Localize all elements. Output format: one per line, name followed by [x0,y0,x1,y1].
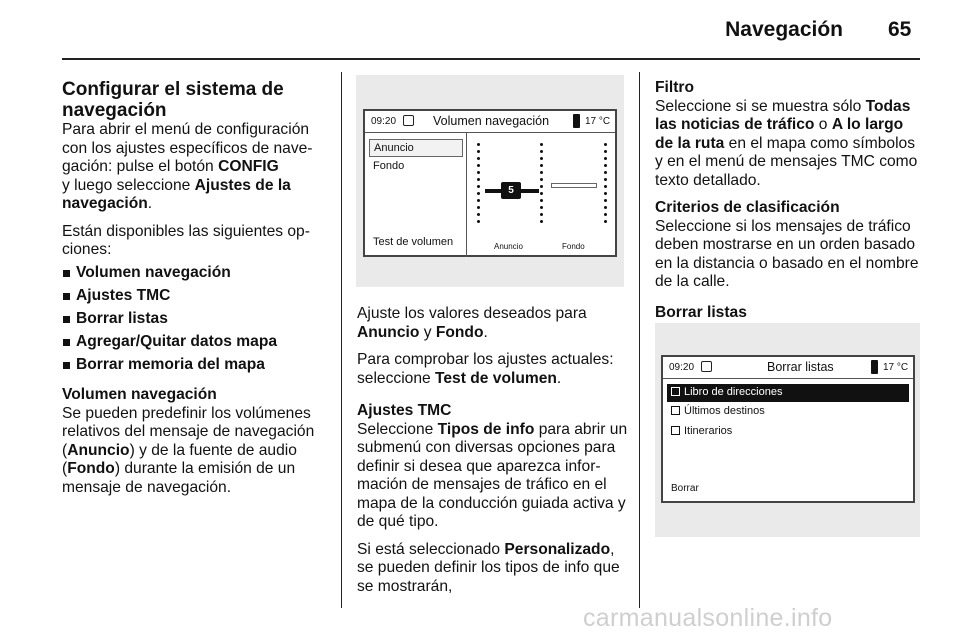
criterios-paragraph: Seleccione si los mensajes de tráfico deben mostrarse en un orden basado en la distancia o basado en el nombre de la calle. [655,217,919,290]
figure-volumen-navegacion [356,75,624,287]
screen-top-bar [663,357,913,379]
list-item-libro[interactable]: Libro de direcciones [667,384,909,402]
list-item: Volumen navegación [62,264,330,283]
list-item-itinerarios[interactable]: Itinerarios [667,423,736,441]
clock-icon [701,361,712,372]
subheading-criterios: Criterios de clasificación [655,199,840,216]
slider-scale-right [604,143,607,227]
screen-title: Borrar listas [767,360,834,374]
screen-borrar-listas [661,355,915,503]
column-3 [655,79,923,322]
filtro-paragraph: Seleccione si se muestra sólo Todas las noticias de tráfico o A lo largo de la ruta en el mapa como símbolos y en el menú de mensajes TMC como texto detallado. [655,97,918,189]
screen-title: Volumen navegación [433,114,550,128]
list-item: Agregar/Quitar datos mapa [62,333,330,352]
subheading-volumen: Volumen navegación [62,386,217,403]
options-list [62,264,330,375]
subheading-tmc: Ajustes TMC [357,402,452,419]
clock-time: 09:20 [669,362,695,373]
borrar-button[interactable]: Borrar [671,483,699,494]
checkbox-icon [671,426,680,435]
ajuste-paragraph: Ajuste los valores deseados para Anuncio y Fondo. [357,305,587,341]
pane-divider [466,133,467,257]
fondo-slider-bar[interactable] [551,183,597,188]
clock-icon [403,115,414,126]
checkbox-icon [671,387,680,396]
subheading-borrar-listas: Borrar listas [655,303,747,321]
personalizado-paragraph: Si está seleccionado Personalizado, se pueden definir los tipos de info que se mostrarán, [357,540,620,595]
test-volumen-item[interactable]: Test de volumen [373,236,454,248]
column-2 [357,305,629,605]
list-item: Borrar listas [62,310,330,329]
page-number: 65 [888,18,912,41]
slider-scale-middle [540,143,543,227]
intro-paragraph: Para abrir el menú de configuración con los ajustes específicos de nave-gación: pulse el botón CONFIG y luego seleccione Ajustes de la navegación. [62,121,313,212]
list-item-ultimos[interactable]: Últimos destinos [667,403,769,421]
header-rule [62,58,920,60]
volumen-paragraph: Se pueden predefinir los volúmenes relativos del mensaje de navegación (Anuncio) y de la fuente de audio (Fondo) durante la emisión de un mensaje de navegación. [62,404,315,496]
phone-icon [871,360,878,374]
slider-scale-left [477,143,480,227]
options-paragraph: Están disponibles las siguientes op-ciones: [62,222,310,258]
temperature: 17 °C [585,116,611,127]
temperature: 17 °C [883,362,909,373]
column-1 [62,79,330,506]
section-heading: Configurar el sistema de navegación [62,79,284,121]
screen-volumen-navegacion [363,109,617,257]
clock-time: 09:20 [371,116,397,127]
menu-item-fondo[interactable]: Fondo [373,160,405,172]
menu-item-anuncio[interactable]: Anuncio [369,139,463,157]
page-header-title: Navegación [725,18,843,41]
list-item: Borrar memoria del mapa [62,356,330,375]
watermark: carmanualsonline.info [583,604,833,632]
figure-borrar-listas [655,323,920,537]
anuncio-slider-value[interactable]: 5 [501,182,521,199]
list-item: Ajustes TMC [62,287,330,306]
subheading-filtro: Filtro [655,79,694,96]
tmc-paragraph: Seleccione Tipos de info para abrir un submenú con diversas opciones para definir si desea que aparezca infor-mación de mensajes de tráfico en el mapa de la conducción guiada activa y de qué tipo. [357,420,628,530]
label-fondo: Fondo [562,242,585,251]
column-divider-1 [341,72,342,608]
comprobar-paragraph: Para comprobar los ajustes actuales: seleccione Test de volumen. [357,351,614,387]
checkbox-icon [671,406,680,415]
phone-icon [573,114,580,128]
label-anuncio: Anuncio [494,242,523,251]
column-divider-2 [639,72,640,608]
screen-top-bar [365,111,615,133]
